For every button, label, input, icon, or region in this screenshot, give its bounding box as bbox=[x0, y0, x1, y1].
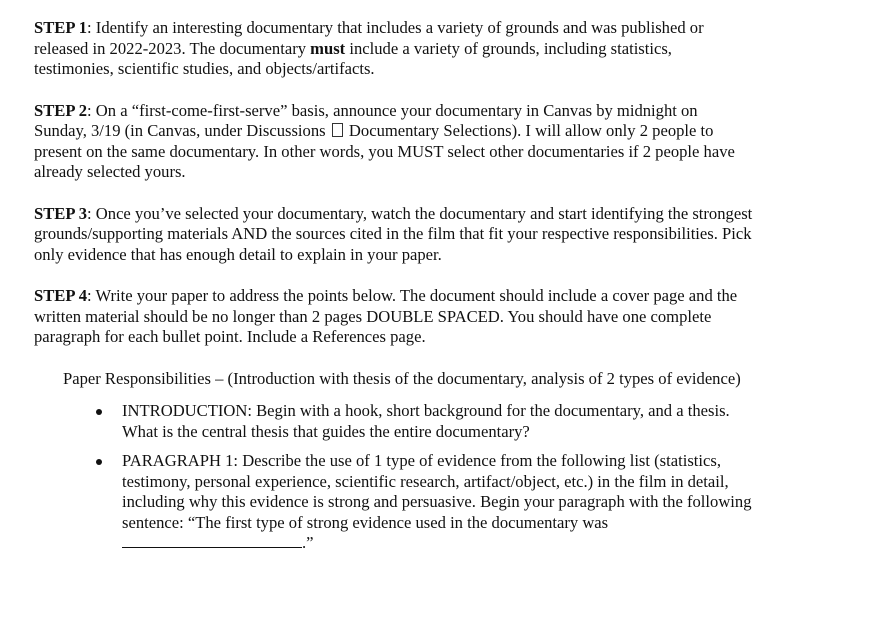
document-page bbox=[34, 18, 754, 563]
paper-responsibilities: Paper Responsibilities – (Introduction with thesis of the documentary, analysis of 2 types of evidence) bbox=[63, 368, 741, 388]
step-1-text-b: include a variety of grounds, including statistics, testimonies, scientific studies, and objects/artifacts. bbox=[34, 38, 672, 78]
step-2-text-b: Documentary Selections). I will allow only 2 people to present on the same documentary. In other words, you MUST select other documentaries if 2 people have already selected yours. bbox=[34, 121, 735, 181]
bullet-introduction-text: INTRODUCTION: Begin with a hook, short background for the documentary, and a thesis. What is the central thesis that guides the entire documentary? bbox=[122, 401, 730, 441]
step-2 bbox=[34, 101, 754, 183]
bullet-paragraph-1-text-b: .” bbox=[302, 533, 314, 552]
step-1-text-a: : Identify an interesting documentary that includes a variety of grounds and was published or released in 2022-2023. The documentary bbox=[34, 18, 704, 58]
step-4-text: : Write your paper to address the points below. The document should include a cover page and the written material should be no longer than 2 pages DOUBLE SPACED. You should have one complete paragraph for each bullet point. Include a References page. bbox=[34, 286, 738, 346]
step-2-text-a: : On a “first-come-first-serve” basis, announce your documentary in Canvas by midnight on Sunday, 3/19 (in Canvas, under Discussions bbox=[34, 100, 698, 140]
bullet-dot-icon bbox=[96, 459, 102, 465]
step-1-emphasis: must bbox=[310, 38, 346, 58]
bullet-dot-icon bbox=[96, 409, 102, 415]
bullet-list bbox=[34, 401, 754, 554]
bullet-paragraph-1 bbox=[34, 451, 758, 554]
fill-in-blank bbox=[122, 533, 302, 548]
step-2-label: STEP 2 bbox=[34, 100, 88, 120]
step-3-text: : Once you’ve selected your documentary, watch the documentary and start identifying the strongest grounds/supporting materials AND the sources cited in the film that fit your respective responsibilities. Pick only evidence that has enough detail to explain in your paper. bbox=[34, 203, 753, 264]
bullet-introduction bbox=[34, 401, 758, 442]
step-1-label: STEP 1 bbox=[34, 18, 88, 37]
step-1 bbox=[34, 18, 754, 80]
step-4-label: STEP 4 bbox=[34, 286, 88, 305]
step-4 bbox=[34, 286, 754, 348]
missing-glyph-box-icon bbox=[332, 123, 343, 137]
step-3-label: STEP 3 bbox=[34, 203, 88, 223]
bullet-paragraph-1-text-a: PARAGRAPH 1: Describe the use of 1 type of evidence from the following list (statistics, testimony, personal experience, scientific research, artifact/object, etc.) in the film in detail, including why this evidence is strong and persuasive. Begin your paragraph with the following sentence: “The first type of strong evidence used in the documentary was bbox=[122, 451, 752, 532]
step-3 bbox=[34, 204, 754, 266]
